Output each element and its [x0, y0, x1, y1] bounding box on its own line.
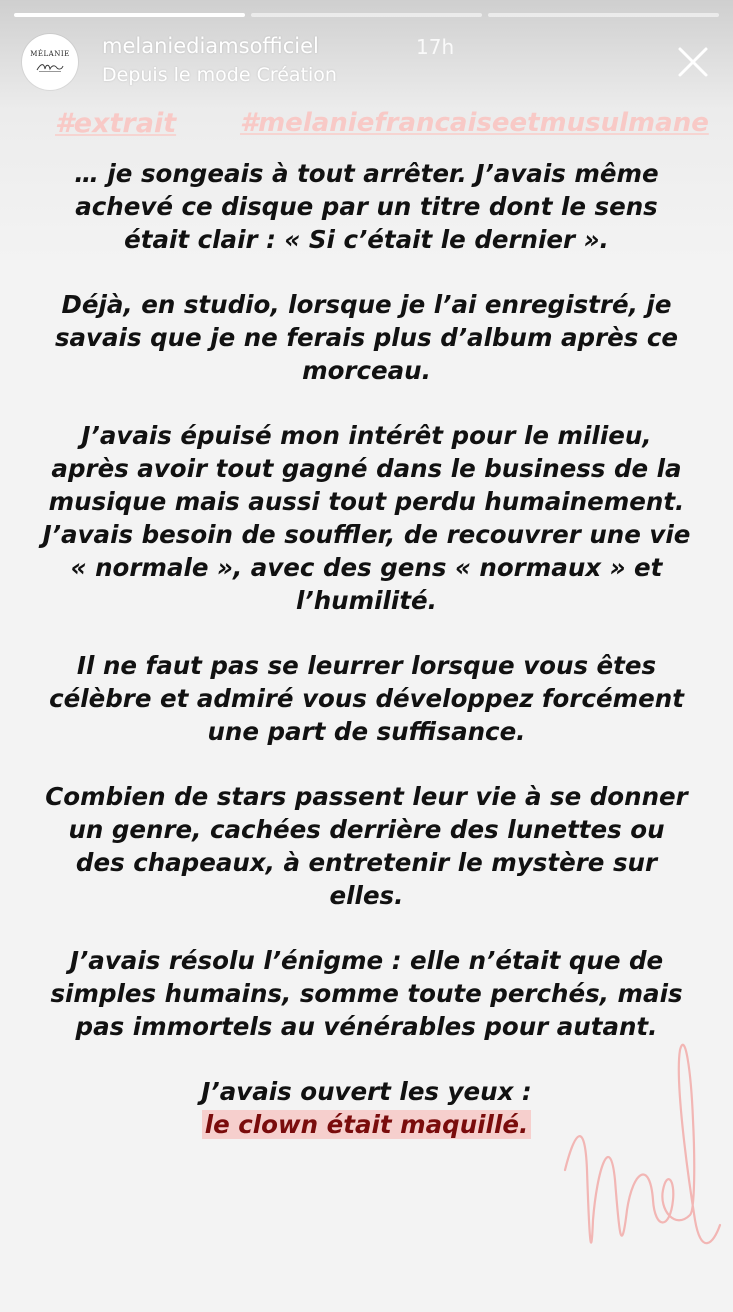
paragraph: J’avais résolu l’énigme : elle n’était que de simples humains, somme toute perchés, mais pas immortels au vénérables pour autant.: [50, 946, 683, 1041]
close-icon[interactable]: [675, 44, 711, 80]
story-progress-bar: [14, 13, 719, 17]
hashtag-extrait[interactable]: #extrait: [55, 108, 177, 139]
story-header: [22, 32, 711, 92]
story-text: [40, 157, 693, 1173]
avatar[interactable]: [22, 34, 78, 90]
hashtag-melaniefrancaiseetmusulmane[interactable]: #melaniefrancaiseetmusulmane: [240, 108, 709, 138]
closing-line: J’avais ouvert les yeux :: [201, 1077, 532, 1106]
progress-segment: [251, 13, 482, 17]
closing-paragraph: [40, 1075, 693, 1141]
story-time: 17h: [416, 35, 455, 59]
highlighted-line: le clown était maquillé.: [202, 1110, 532, 1139]
progress-fill: [14, 13, 245, 17]
progress-segment: [488, 13, 719, 17]
paragraph: Il ne faut pas se leurrer lorsque vous êtes célèbre et admiré vous développez forcément une part de suffisance.: [49, 651, 684, 746]
paragraph: … je songeais à tout arrêter. J’avais même achevé ce disque par un titre dont le sens était clair : « Si c’était le dernier ».: [74, 159, 659, 254]
avatar-logo-text: MÉLANIE: [30, 50, 70, 58]
paragraph: Déjà, en studio, lorsque je l’ai enregistré, je savais que je ne ferais plus d’album après ce morceau.: [54, 290, 679, 385]
username[interactable]: melaniediamsofficiel: [102, 34, 319, 58]
story-source-subtitle: Depuis le mode Création: [102, 64, 337, 86]
paragraph: Combien de stars passent leur vie à se donner un genre, cachées derrière des lunettes ou des chapeaux, à entretenir le mystère sur elles.: [45, 782, 688, 910]
progress-segment: [14, 13, 245, 17]
avatar-signature-icon: [35, 61, 65, 73]
paragraph: J’avais épuisé mon intérêt pour le milieu, après avoir tout gagné dans le business de la musique mais aussi tout perdu humainement. J’avais besoin de souffler, de recouvrer une vie « normale », avec des gens « normaux » et l’humilité.: [42, 421, 691, 615]
